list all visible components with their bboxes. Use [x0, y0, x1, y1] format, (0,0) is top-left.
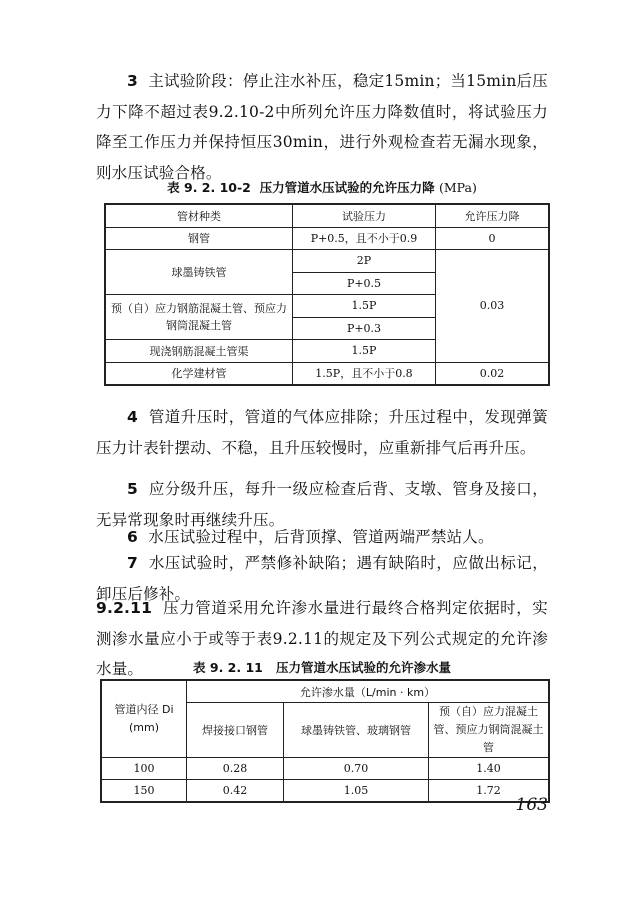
- table1-caption-unit: (MPa): [438, 180, 477, 195]
- table1-caption-number: 表 9. 2. 10-2: [167, 180, 251, 195]
- paragraph-4: [96, 402, 548, 463]
- header-allowed-seepage: 允许渗水量（L/min · km）: [187, 680, 550, 703]
- header-diameter: [101, 680, 187, 758]
- table2-caption-number: 表 9. 2. 11: [193, 660, 263, 675]
- header-diameter-label: 管道内径 Di: [114, 703, 174, 716]
- cell-pressure: 1.5P: [293, 295, 436, 318]
- cell-pressure: 1.5P: [293, 340, 436, 363]
- table2-caption-title: 压力管道水压试验的允许渗水量: [275, 660, 451, 675]
- allowed-seepage-table: [100, 679, 550, 803]
- header-diameter-unit: (mm): [128, 721, 159, 734]
- table-row: [101, 758, 549, 780]
- table-row: [105, 227, 549, 250]
- paragraph-number: 3: [127, 72, 138, 90]
- page-number: 163: [515, 795, 548, 815]
- paragraph-number: 4: [127, 408, 138, 426]
- paragraph-number: 7: [127, 554, 138, 572]
- cell-value: 1.05: [284, 780, 429, 803]
- table2-caption: [96, 658, 548, 676]
- cell-value: 1.72: [429, 780, 550, 803]
- table1-caption-title: 压力管道水压试验的允许压力降: [259, 180, 435, 195]
- table-row: [105, 362, 549, 385]
- pressure-drop-table: [104, 203, 550, 386]
- cell-drop: 0.02: [436, 362, 550, 385]
- table-row: [101, 780, 549, 803]
- cell-pressure: 1.5P，且不小于0.8: [293, 362, 436, 385]
- paragraph-text: 压力管道采用允许渗水量进行最终合格判定依据时，实测渗水量应小于或等于表9.2.11的规定及下列公式规定的允许渗水量。: [96, 599, 548, 679]
- subheader-prestressed: 预（自）应力混凝土管、预应力钢筒混凝土管: [429, 703, 550, 758]
- cell-pressure: 2P: [293, 250, 436, 273]
- paragraph-3: [96, 66, 548, 188]
- cell-value: 0.70: [284, 758, 429, 780]
- cell-material: 化学建材管: [105, 362, 293, 385]
- paragraph-text: 应分级升压，每升一级应检查后背、支墩、管身及接口，无异常现象时再继续升压。: [96, 480, 548, 529]
- table1-caption: [96, 178, 548, 196]
- subheader-welded-steel: 焊接接口钢管: [187, 703, 284, 758]
- cell-material: 现浇钢筋混凝土管渠: [105, 340, 293, 363]
- paragraph-number: 9.2.11: [96, 599, 153, 617]
- cell-value: 0.28: [187, 758, 284, 780]
- paragraph-number: 5: [127, 480, 138, 498]
- header-test-pressure: 试验压力: [293, 204, 436, 227]
- cell-pressure: P+0.5，且不小于0.9: [293, 227, 436, 250]
- subheader-ductile-frp: 球墨铸铁管、玻璃钢管: [284, 703, 429, 758]
- cell-diameter: 100: [101, 758, 187, 780]
- cell-drop: 0: [436, 227, 550, 250]
- paragraph-text: 水压试验过程中，后背顶撑、管道两端严禁站人。: [148, 528, 494, 546]
- cell-pressure: P+0.5: [293, 272, 436, 295]
- table-row: [105, 250, 549, 273]
- cell-diameter: 150: [101, 780, 187, 803]
- header-material: 管材种类: [105, 204, 293, 227]
- cell-value: 1.40: [429, 758, 550, 780]
- cell-material: 钢管: [105, 227, 293, 250]
- cell-shared-drop: 0.03: [436, 250, 550, 363]
- table-header-row: [105, 204, 549, 227]
- cell-material: 预（自）应力钢筋混凝土管、预应力钢筒混凝土管: [105, 295, 293, 340]
- paragraph-text: 管道升压时，管道的气体应排除；升压过程中，发现弹簧压力计表针摆动、不稳，且升压较慢时，应重新排气后再升压。: [96, 408, 548, 457]
- cell-pressure: P+0.3: [293, 317, 436, 340]
- cell-material: 球墨铸铁管: [105, 250, 293, 295]
- header-allowed-drop: 允许压力降: [436, 204, 550, 227]
- paragraph-number: 6: [127, 528, 138, 546]
- cell-value: 0.42: [187, 780, 284, 803]
- table-header-row: [101, 680, 549, 703]
- paragraph-text: 水压试验时，严禁修补缺陷；遇有缺陷时，应做出标记，卸压后修补。: [96, 554, 548, 603]
- paragraph-text: 主试验阶段：停止注水补压，稳定15min；当15min后压力下降不超过表9.2.10-2中所列允许压力降数值时，将试验压力降至工作压力并保持恒压30min，进行外观检查若无漏水现象，则水压试验合格。: [96, 72, 548, 182]
